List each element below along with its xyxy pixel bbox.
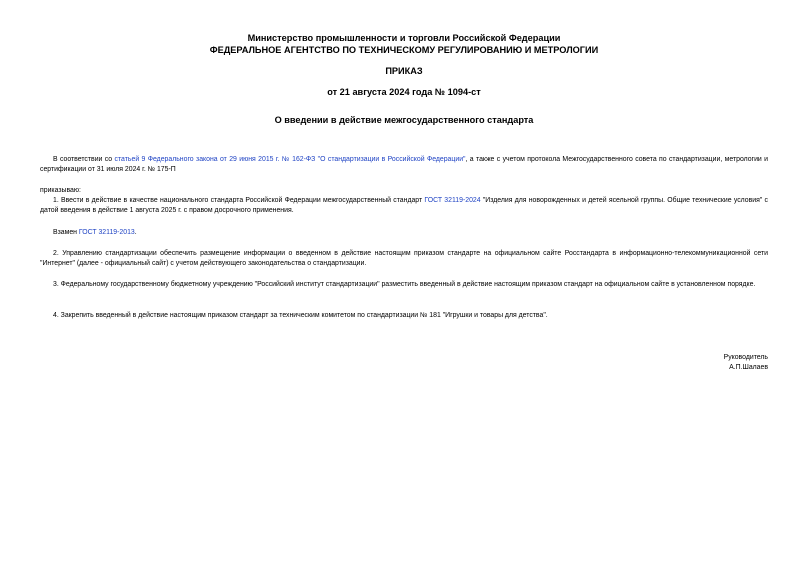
signature-name: А.П.Шалаев (729, 364, 768, 371)
link-gost-32119-2024[interactable]: ГОСТ 32119-2024 (424, 197, 481, 204)
paragraph-item-1 (40, 196, 768, 215)
preamble-prefix: В соответствии со (53, 156, 115, 163)
paragraph-item-4: 4. Закрепить введенный в действие настоящим приказом стандарт за техническим комитетом по стандартизации № 181 "Игрушки и товары для детства". (53, 312, 548, 319)
order-date: от 21 августа 2024 года № 1094-ст (327, 87, 481, 97)
order-subject: О введении в действие межгосударственного стандарта (274, 115, 534, 125)
paragraph-order-word: приказываю: (40, 187, 81, 194)
order-title: ПРИКАЗ (385, 66, 423, 76)
paragraph-item-3: 3. Федеральному государственному бюджетному учреждению "Российский институт стандартизации" разместить введенный в действие настоящим приказом стандарт на официальном сайте в установленном порядке. (53, 281, 756, 288)
paragraph-replaces (40, 228, 768, 238)
replaces-prefix: Взамен (53, 229, 79, 236)
signature-title: Руководитель (723, 354, 768, 361)
replaces-suffix: . (134, 229, 137, 236)
item-1-suffix: "Изделия для новорожденных и детей ясельной группы. Общие технические условия" с датой введения в действие 1 августа 2025 г. с правом досрочного применения. (40, 197, 768, 214)
link-gost-32119-2013[interactable]: ГОСТ 32119-2013 (78, 229, 135, 236)
paragraph-item-2: 2. Управлению стандартизации обеспечить размещение информации о введенном в действие настоящим приказом стандарте на официальном сайте Росстандарта в информационно-телекоммуникационной сети "Интернет" (далее - официальный сайт) с учетом действующего законодательства о стандартизации. (40, 250, 768, 267)
ministry-heading: Министерство промышленности и торговли Российской Федерации (247, 33, 561, 43)
agency-heading: ФЕДЕРАЛЬНОЕ АГЕНТСТВО ПО ТЕХНИЧЕСКОМУ РЕГУЛИРОВАНИЮ И МЕТРОЛОГИИ (209, 45, 599, 55)
paragraph-preamble (40, 155, 768, 174)
document-page (40, 0, 768, 571)
link-federal-law-article-9[interactable]: статьей 9 Федерального закона от 29 июня 2015 г. № 162-ФЗ "О стандартизации в Российской Федерации" (114, 156, 466, 163)
item-1-prefix: 1. Ввести в действие в качестве национального стандарта Российской Федерации межгосударственный стандарт (53, 197, 425, 204)
preamble-suffix: , а также с учетом протокола Межгосударственного совета по стандартизации, метрологии и сертификации от 31 июля 2024 г. № 175-П (40, 156, 769, 173)
